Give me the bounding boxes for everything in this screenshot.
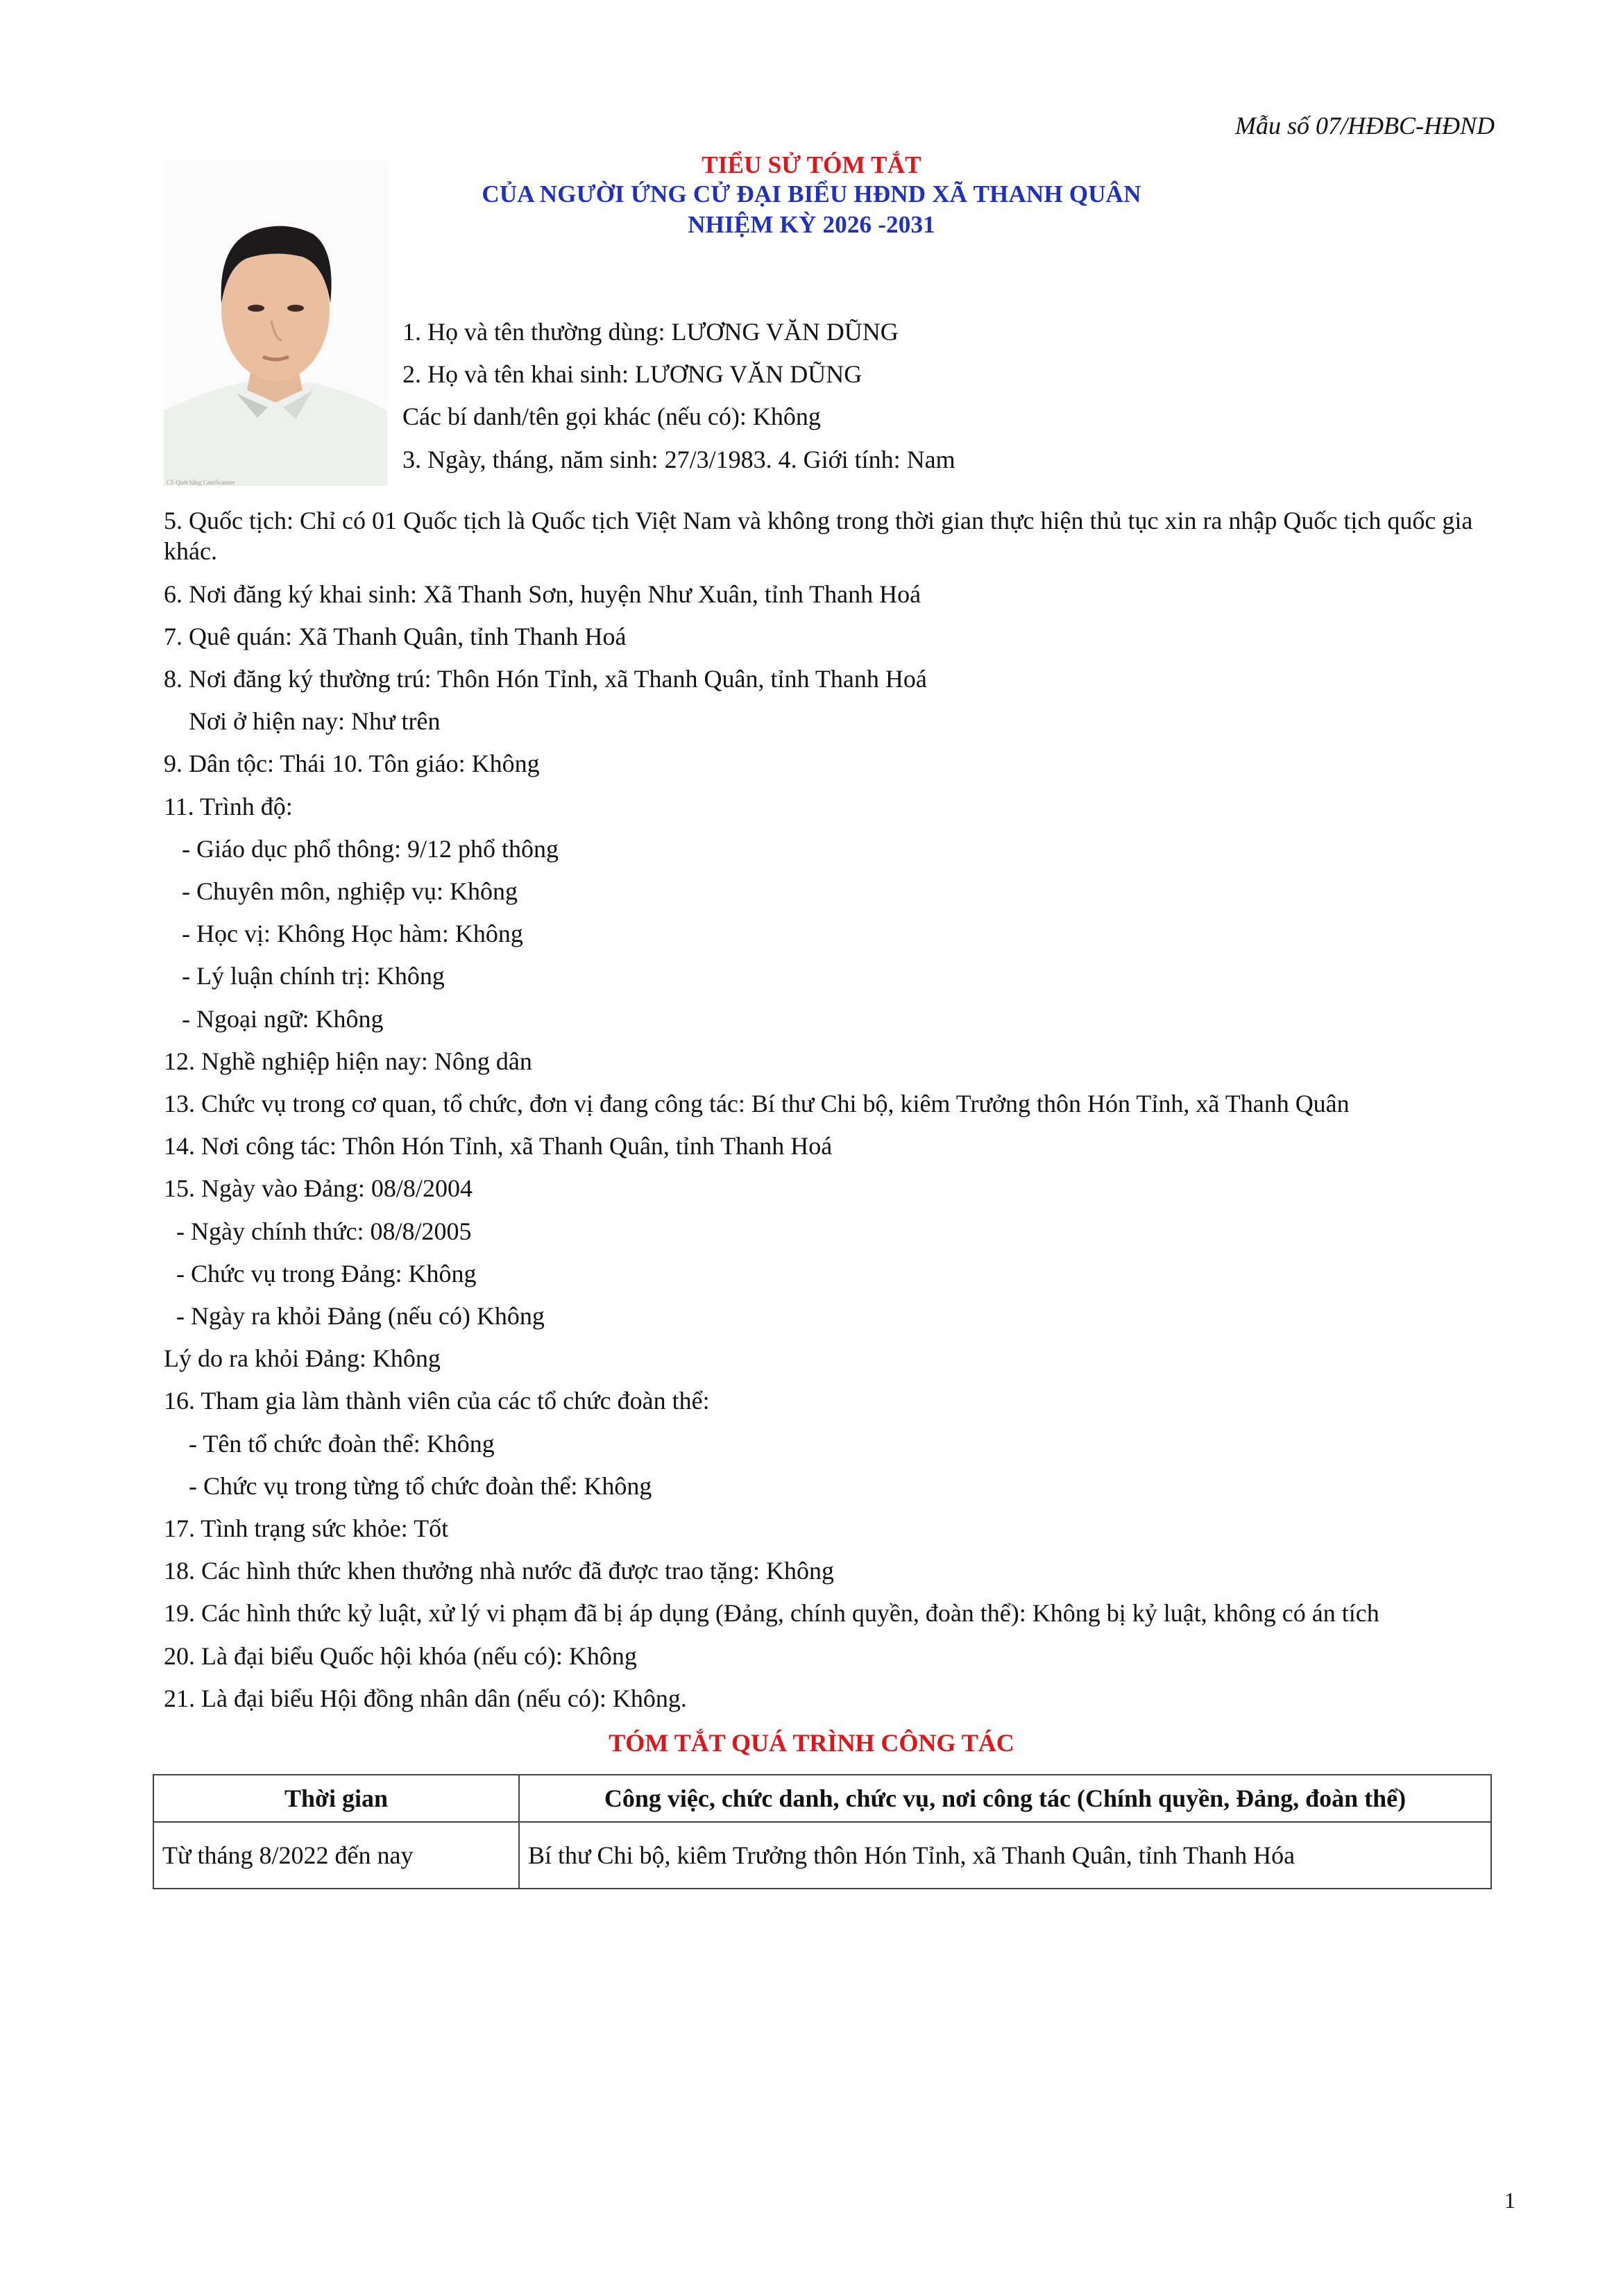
column-header-time: Thời gian (153, 1775, 519, 1822)
table-row (153, 1822, 1491, 1889)
bio-item-occupation: 12. Nghề nghiệp hiện nay: Nông dân (164, 1047, 532, 1075)
bio-item-organizations-heading: 16. Tham gia làm thành viên của các tổ chức đoàn thể: (164, 1387, 710, 1415)
table-header-row (153, 1775, 1491, 1822)
column-header-position: Công việc, chức danh, chức vụ, nơi công tác (Chính quyền, Đảng, đoàn thể) (519, 1775, 1491, 1822)
bio-item-education-heading: 11. Trình độ: (164, 793, 293, 820)
bio-item-permanent-residence: 8. Nơi đăng ký thường trú: Thôn Hón Tỉnh, xã Thanh Quân, tỉnh Thanh Hoá (164, 665, 927, 693)
form-code: Mẫu số 07/HĐBC-HĐND (1235, 112, 1495, 140)
bio-item-organization-position: - Chức vụ trong từng tổ chức đoàn thể: Không (189, 1472, 652, 1500)
bio-item-health: 17. Tình trạng sức khỏe: Tốt (164, 1514, 449, 1542)
bio-item-party-official-date: - Ngày chính thức: 08/8/2005 (176, 1217, 472, 1245)
bio-item-discipline: 19. Các hình thức kỷ luật, xử lý vi phạm đã bị áp dụng (Đảng, chính quyền, đoàn thể): Không bị kỷ luật, không có án tích (164, 1599, 1379, 1627)
bio-item-ethnicity-religion: 9. Dân tộc: Thái 10. Tôn giáo: Không (164, 750, 540, 777)
work-history-table (153, 1774, 1492, 1889)
bio-item-party-join-date: 15. Ngày vào Đảng: 08/8/2004 (164, 1174, 473, 1202)
title-line-2: CỦA NGƯỜI ỨNG CỬ ĐẠI BIỂU HĐND XÃ THANH QUÂN (482, 180, 1141, 208)
page-number: 1 (1504, 2188, 1515, 2213)
work-history-title: TÓM TẮT QUÁ TRÌNH CÔNG TÁC (609, 1729, 1014, 1757)
bio-item-workplace: 14. Nơi công tác: Thôn Hón Tỉnh, xã Thanh Quân, tỉnh Thanh Hoá (164, 1132, 833, 1160)
bio-item-degree: - Học vị: Không Học hàm: Không (182, 920, 523, 947)
cell-time: Từ tháng 8/2022 đến nay (153, 1822, 519, 1889)
bio-item-common-name: 1. Họ và tên thường dùng: LƯƠNG VĂN DŨNG (402, 318, 899, 346)
bio-item-dob-gender: 3. Ngày, tháng, năm sinh: 27/3/1983. 4. Giới tính: Nam (402, 446, 955, 473)
bio-item-birth-name: 2. Họ và tên khai sinh: LƯƠNG VĂN DŨNG (402, 360, 863, 388)
bio-item-nationality: 5. Quốc tịch: Chỉ có 01 Quốc tịch là Quốc tịch Việt Nam và không trong thời gian thực hiện thủ tục xin ra nhập Quốc tịch quốc gia khác. (164, 507, 1473, 565)
bio-item-awards: 18. Các hình thức khen thưởng nhà nước đã được trao tặng: Không (164, 1557, 834, 1585)
bio-item-position: 13. Chức vụ trong cơ quan, tổ chức, đơn vị đang công tác: Bí thư Chi bộ, kiêm Trưởng thôn Hón Tỉnh, xã Thanh Quân (164, 1090, 1350, 1117)
bio-item-political-theory: - Lý luận chính trị: Không (182, 962, 445, 990)
bio-item-hometown: 7. Quê quán: Xã Thanh Quân, tỉnh Thanh Hoá (164, 623, 627, 650)
cell-position: Bí thư Chi bộ, kiêm Trưởng thôn Hón Tỉnh, xã Thanh Quân, tỉnh Thanh Hóa (519, 1822, 1491, 1889)
bio-item-organization-name: - Tên tổ chức đoàn thể: Không (189, 1430, 495, 1458)
title-line-3: NHIỆM KỲ 2026 -2031 (688, 211, 935, 238)
bio-item-peoples-council: 21. Là đại biểu Hội đồng nhân dân (nếu có): Không. (164, 1685, 687, 1712)
title-line-1: TIỂU SỬ TÓM TẮT (702, 151, 921, 178)
bio-item-party-exit-reason: Lý do ra khỏi Đảng: Không (164, 1344, 441, 1372)
bio-item-party-position: - Chức vụ trong Đảng: Không (176, 1260, 477, 1288)
candidate-photo (164, 161, 387, 486)
scan-watermark: CS Quét bằng CamScanner (167, 479, 235, 486)
bio-item-current-residence: Nơi ở hiện nay: Như trên (189, 707, 441, 735)
bio-item-party-exit-date: - Ngày ra khỏi Đảng (nếu có) Không (176, 1302, 545, 1330)
bio-item-national-assembly: 20. Là đại biểu Quốc hội khóa (nếu có): Không (164, 1642, 637, 1670)
bio-item-professional: - Chuyên môn, nghiệp vụ: Không (182, 877, 518, 905)
bio-item-birth-registration: 6. Nơi đăng ký khai sinh: Xã Thanh Sơn, huyện Như Xuân, tỉnh Thanh Hoá (164, 580, 921, 608)
bio-item-foreign-language: - Ngoại ngữ: Không (182, 1005, 384, 1033)
bio-item-general-education: - Giáo dục phổ thông: 9/12 phổ thông (182, 835, 559, 863)
bio-item-aliases: Các bí danh/tên gọi khác (nếu có): Không (402, 403, 821, 430)
